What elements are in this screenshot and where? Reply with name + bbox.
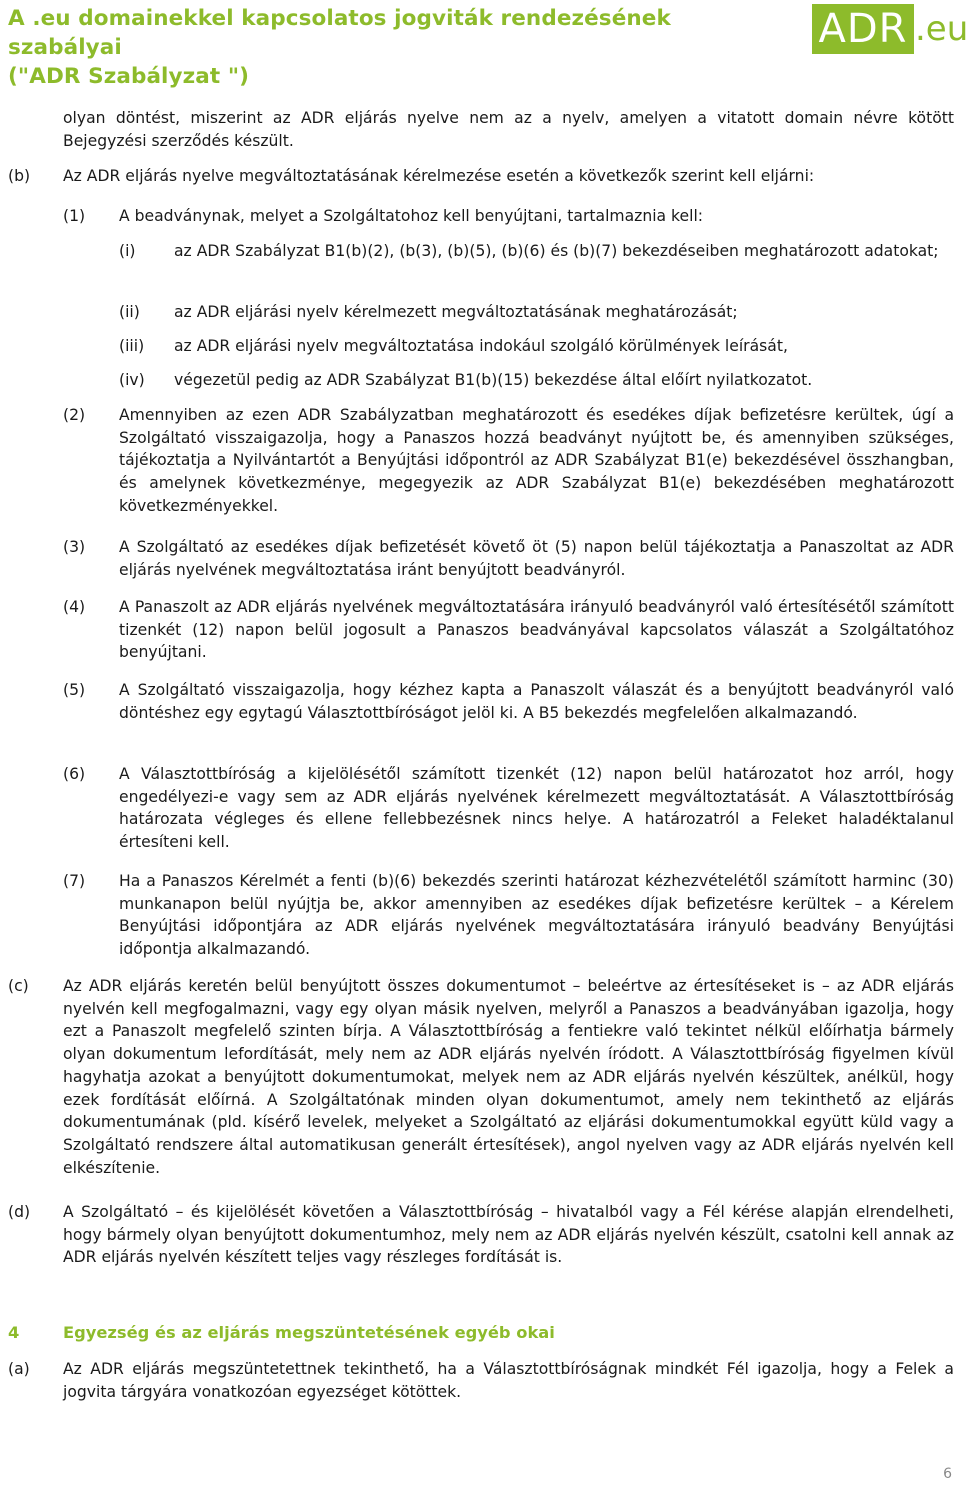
item-b6-label: (6)	[63, 765, 86, 783]
logo-main-text: ADR	[812, 4, 914, 54]
item-b1-label: (1)	[63, 207, 86, 225]
item-d-text: A Szolgáltató – és kijelölését követően a Választottbíróság – hivatalból vagy a Fél kérése alapján elrendelheti, hogy bármely olyan benyújtott dokumentumhoz, mely nem az ADR eljárás nyelvén készült, csatolni kell annak az ADR eljárás nyelvén készített teljes vagy részleges fordítását is.	[63, 1203, 954, 1267]
item-c-label: (c)	[8, 977, 29, 995]
item-b7-label: (7)	[63, 872, 86, 890]
item-b-label: (b)	[8, 167, 31, 185]
item-c-text: Az ADR eljárás keretén belül benyújtott összes dokumentumot – beleértve az értesítéseket is – az ADR eljárás nyelvén kell megfogalmazni, vagy egy olyan másik nyelven, melyről a Panaszos a beadványában igazolja, hogy ezt a Panaszolt megfelelő szinten bírja. A Választottbíróság a fentiekre való tekintet nélkül előírhatja bármely olyan dokumentum lefordítását, mely nem az ADR eljárás nyelvén íródott. A Választottbíróság figyelmen kívül hagyhatja azokat a benyújtott dokumentumokat, melyek nem az ADR eljárás nyelvén készültek, anélkül, hogy ezek fordítását előírná. A Szolgáltatónak minden olyan dokumentumot, amely nem tekinthető az eljárás dokumentumának (pld. kísérő levelek, melyeket a Szolgáltató az eljárási dokumentumokkal együtt küld vagy a Szolgáltató rendszere által automatikusan generált értesítések), angol nyelven vagy az ADR eljárás nyelvén kell elkészítenie.	[63, 977, 954, 1177]
subitem-ii-text: az ADR eljárási nyelv kérelmezett megváltoztatásának meghatározását;	[174, 303, 738, 321]
item-b6-text: A Választottbíróság a kijelölésétől számított tizenkét (12) napon belül határozatot hoz arról, hogy engedélyezi-e vagy sem az ADR eljárás nyelvének kérelmezett megváltoztatását. A Választottbíróság határozata végleges és ellene fellebbezésnek nincs helye. A határozatról a Feleket haladéktalanul értesíteni kell.	[119, 765, 954, 852]
item-b3-text: A Szolgáltató az esedékes díjak befizetését követő öt (5) napon belül tájékoztatja a Panaszoltat az ADR eljárás nyelvének megváltoztatása iránt benyújtott beadványról.	[119, 538, 954, 579]
page-header	[8, 4, 788, 91]
item-b3-label: (3)	[63, 538, 86, 556]
subitem-iii-label: (iii)	[119, 337, 145, 355]
section-4-title: Egyezség és az eljárás megszüntetésének egyéb okai	[63, 1323, 555, 1342]
section-4-item-a-label: (a)	[8, 1360, 30, 1378]
item-b7-text: Ha a Panaszos Kérelmét a fenti (b)(6) bekezdés szerinti határozat kézhezvételétől számított harminc (30) munkanapon belül nyújtja be, akkor amennyiben az esedékes díjak befizetésre kerültek – a Kérelem Benyújtási időpontjára az ADR eljárás nyelvének megváltoztatására irányuló beadvány Benyújtási időpontja alkalmazandó.	[119, 872, 954, 959]
item-b2-label: (2)	[63, 406, 86, 424]
subitem-i-text: az ADR Szabályzat B1(b)(2), (b(3), (b)(5), (b)(6) és (b)(7) bekezdéseiben meghatározott adatokat;	[174, 242, 939, 260]
item-b5-label: (5)	[63, 681, 86, 699]
item-b5-text: A Szolgáltató visszaigazolja, hogy kézhez kapta a Panaszolt válaszát és a benyújtott beadványról való döntéshez egy egytagú Választottbíróságot jelöl ki. A B5 bekezdés megfelelően alkalmazandó.	[119, 681, 954, 722]
subitem-iii-text: az ADR eljárási nyelv megváltoztatása indokául szolgáló körülmények leírását,	[174, 337, 788, 355]
page-number: 6	[943, 1466, 952, 1482]
item-b-text: Az ADR eljárás nyelve megváltoztatásának kérelmezése esetén a következők szerint kell eljárni:	[63, 167, 815, 185]
header-title-line2: ("ADR Szabályzat ")	[8, 64, 250, 89]
item-b4-label: (4)	[63, 598, 86, 616]
item-d-label: (d)	[8, 1203, 31, 1221]
header-title-line1: A .eu domainekkel kapcsolatos jogviták rendezésének szabályai	[8, 6, 671, 60]
subitem-iv-text: végezetül pedig az ADR Szabályzat B1(b)(15) bekezdése által előírt nyilatkozatot.	[174, 371, 813, 389]
subitem-ii-label: (ii)	[119, 303, 140, 321]
item-b4-text: A Panaszolt az ADR eljárás nyelvének megváltoztatására irányuló beadványról való értesítésétől számított tizenkét (12) napon belül jogosult a Panaszos beadványával kapcsolatos válaszát a Szolgáltatóhoz benyújtani.	[119, 598, 954, 662]
item-b1-text: A beadványnak, melyet a Szolgáltatohoz kell benyújtani, tartalmaznia kell:	[119, 207, 704, 225]
subitem-i-label: (i)	[119, 242, 136, 260]
section-4-number: 4	[8, 1323, 20, 1342]
intro-paragraph: olyan döntést, miszerint az ADR eljárás nyelve nem az a nyelv, amelyen a vitatott domain névre kötött Bejegyzési szerződés készült.	[63, 109, 954, 150]
section-4-item-a-text: Az ADR eljárás megszüntetettnek tekinthető, ha a Választottbíróságnak mindkét Fél igazolja, hogy a Felek a jogvita tárgyára vonatkozóan egyezséget kötöttek.	[63, 1360, 954, 1401]
subitem-iv-label: (iv)	[119, 371, 145, 389]
logo-suffix-text: .eu	[915, 9, 968, 49]
adr-eu-logo	[812, 4, 968, 54]
item-b2-text: Amennyiben az ezen ADR Szabályzatban meghatározott és esedékes díjak befizetésre kerültek, úgí a Szolgáltató visszaigazolja, hogy a Panaszos hozzá beadványt nyújtott be, és amennyiben szükséges, tájékoztatja a Nyilvántartót a Benyújtási időpontról az ADR Szabályzat B1(e) bekezdésével összhangban, és amelynek következménye, megegyezik az ADR Szabályzat B1(e) bekezdésében meghatározott következményekkel.	[119, 406, 954, 515]
